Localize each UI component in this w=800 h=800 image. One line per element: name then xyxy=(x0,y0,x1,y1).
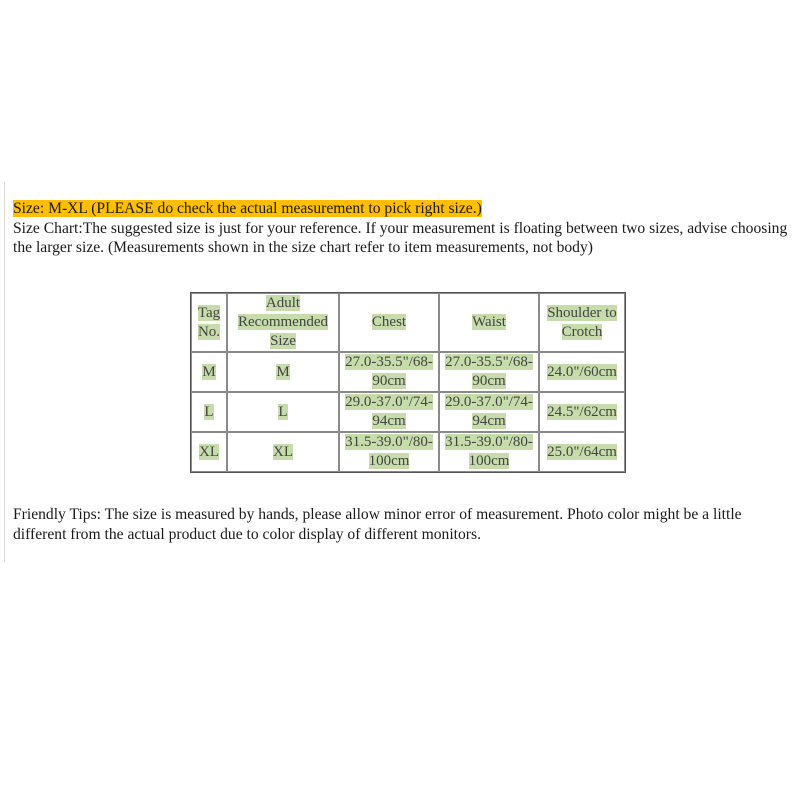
cell-tag xyxy=(191,392,227,432)
cell-chest xyxy=(339,392,439,432)
cell-value: 24.5"/62cm xyxy=(547,403,617,420)
cell-value: 31.5-39.0"/80-100cm xyxy=(345,434,433,469)
cell-waist xyxy=(439,432,539,472)
page-edge-line xyxy=(4,182,5,562)
cell-value: M xyxy=(276,363,290,380)
cell-value: L xyxy=(278,403,288,420)
cell-chest xyxy=(339,432,439,472)
cell-chest xyxy=(339,352,439,392)
cell-value: 24.0"/60cm xyxy=(547,363,617,380)
cell-adult-size xyxy=(227,432,339,472)
table-row xyxy=(191,432,625,472)
cell-value: 27.0-35.5"/68-90cm xyxy=(345,354,433,389)
cell-tag xyxy=(191,352,227,392)
cell-waist xyxy=(439,352,539,392)
table-row xyxy=(191,392,625,432)
header-cell-waist xyxy=(439,293,539,352)
cell-value: M xyxy=(202,363,216,380)
header-label: Shoulder to Crotch xyxy=(547,304,617,340)
cell-adult-size xyxy=(227,392,339,432)
cell-value: 29.0-37.0"/74-94cm xyxy=(445,394,533,429)
friendly-tips: Friendly Tips: The size is measured by hands, please allow minor error of measurement. Photo color might be a little different from the actual product due to color display of different monitors. xyxy=(13,506,742,543)
cell-shoulder-to-crotch xyxy=(539,352,625,392)
cell-shoulder-to-crotch xyxy=(539,432,625,472)
cell-tag xyxy=(191,432,227,472)
size-range-line xyxy=(13,199,793,219)
cell-value: 27.0-35.5"/68-90cm xyxy=(445,354,533,389)
cell-shoulder-to-crotch xyxy=(539,392,625,432)
header-cell-tag-no xyxy=(191,293,227,352)
header-label: Chest xyxy=(371,314,407,330)
size-table-wrapper xyxy=(190,292,626,473)
header-cell-chest xyxy=(339,293,439,352)
cell-value: XL xyxy=(273,443,293,460)
cell-value: 29.0-37.0"/74-94cm xyxy=(345,394,433,429)
size-range-highlight: Size: M-XL (PLEASE do check the actual measurement to pick right size.) xyxy=(13,200,482,217)
cell-adult-size xyxy=(227,352,339,392)
header-label: Tag No. xyxy=(197,304,221,340)
cell-waist xyxy=(439,392,539,432)
header-label: Adult Recommended Size xyxy=(238,295,328,349)
cell-value: XL xyxy=(199,443,219,460)
cell-value: 25.0"/64cm xyxy=(547,443,617,460)
size-info-block xyxy=(13,199,793,258)
size-table xyxy=(190,292,626,473)
header-label: Waist xyxy=(472,314,506,330)
cell-value: L xyxy=(204,403,214,420)
table-header-row xyxy=(191,293,625,352)
cell-value: 31.5-39.0"/80-100cm xyxy=(445,434,533,469)
table-row xyxy=(191,352,625,392)
size-chart-note: Size Chart:The suggested size is just for your reference. If your measurement is floating between two sizes, advise choosing the larger size. (Measurements shown in the size chart refer to item measurements, not body) xyxy=(13,219,788,256)
header-cell-shoulder-to-crotch xyxy=(539,293,625,352)
header-cell-adult-size xyxy=(227,293,339,352)
